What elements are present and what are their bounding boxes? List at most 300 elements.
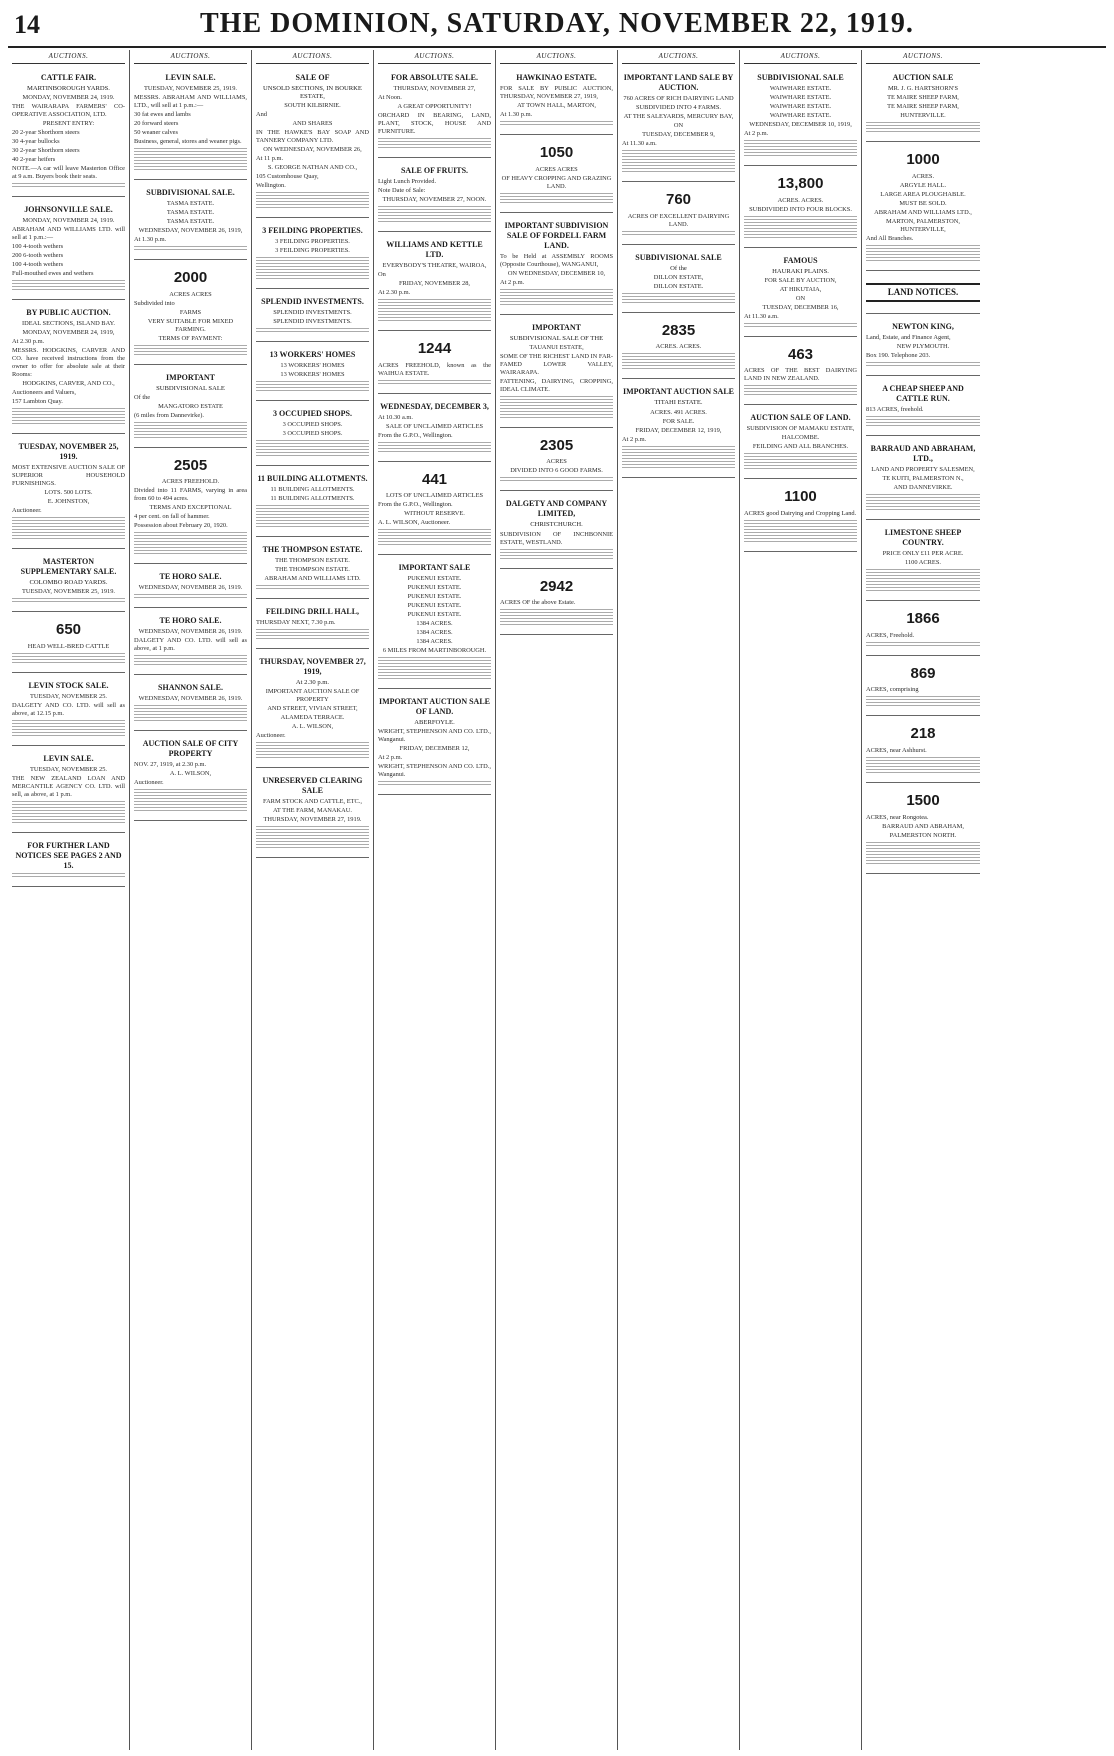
ad-line: 760 ACRES OF RICH DAIRYING LAND [623, 94, 734, 102]
fine-print-texture [134, 594, 247, 600]
fine-print-texture [744, 385, 857, 397]
ad-title: AUCTION SALE OF LAND. [750, 413, 851, 423]
ad-line: AT THE FARM, MANAKAU. [272, 807, 352, 815]
fine-print-texture [866, 122, 980, 134]
ad-headline-figure: 1100 [784, 488, 817, 506]
ad-title: SHANNON SALE. [158, 683, 223, 693]
ad-title: FAMOUS [783, 255, 818, 265]
ad-line: 100 4-tooth wethers [12, 242, 64, 250]
ad-line: AND DANNEVIRKE. [893, 483, 953, 491]
ad-line: HALCOMBE. [781, 434, 820, 442]
ad-line: At 2 p.m. [378, 754, 403, 762]
fine-print-texture [256, 505, 369, 529]
fine-print-texture [256, 629, 369, 641]
ad-line: HEAD WELL-BRED CATTLE [27, 642, 110, 650]
advertisement [378, 558, 491, 689]
ad-line: 105 Customhouse Quay, [256, 173, 319, 181]
ad-line: SUBDIVIDED INTO FOUR BLOCKS. [749, 205, 852, 213]
newspaper-title: THE DOMINION, SATURDAY, NOVEMBER 22, 1919. [200, 8, 914, 39]
advertisement [256, 540, 369, 599]
ad-line: DALGETY AND CO. LTD. will sell as above, at 1 p.m. [134, 637, 247, 653]
ad-line: TAUANUI ESTATE, [529, 343, 584, 351]
ad-line: FARM STOCK AND CATTLE, ETC., [262, 798, 362, 806]
fine-print-texture [256, 257, 369, 281]
fine-print-texture [134, 345, 247, 357]
ad-headline-figure: 2835 [661, 321, 696, 339]
ad-line: WEDNESDAY, NOVEMBER 26, 1919, [138, 226, 243, 234]
ad-title: 11 BUILDING ALLOTMENTS. [257, 474, 368, 484]
ad-subtitle: Of the [670, 264, 687, 272]
ad-line: 3 FEILDING PROPERTIES. [275, 238, 350, 246]
ad-line: ALAMEDA TERRACE. [280, 714, 345, 722]
ad-line: At 11.30 a.m. [622, 139, 657, 147]
ad-headline-figure: 1050 [539, 143, 574, 161]
ad-line: THE NEW ZEALAND LOAN AND MERCANTILE AGENCY CO. LTD. will sell, as above, at 1 p.m. [12, 774, 125, 798]
ad-line: 30 4-year bullocks [12, 137, 60, 145]
ad-title: IMPORTANT AUCTION SALE [623, 387, 734, 397]
advertisement [378, 334, 491, 394]
ad-line: Possession about February 20, 1920. [134, 522, 228, 530]
ad-line: PRESENT ENTRY: [42, 119, 95, 127]
advertisement [134, 734, 247, 821]
column-header: AUCTIONS. [622, 52, 735, 64]
column-4 [374, 50, 496, 1750]
ad-line: Note Date of Sale: [378, 186, 426, 194]
fine-print-texture [744, 140, 857, 158]
ad-line: MUST BE SOLD. [899, 199, 947, 207]
advertisement [134, 611, 247, 675]
ad-line: 40 2-year heifers [12, 155, 56, 163]
ad-line: NEW PLYMOUTH. [896, 342, 950, 350]
ad-line: TE MAIRE SHEEP FARM, [887, 102, 959, 110]
fine-print-texture [378, 442, 491, 454]
advertisement [866, 659, 980, 717]
ad-line: WRIGHT, STEPHENSON AND CO. LTD., Wanganui. [378, 763, 491, 779]
ad-line: MR. J. G. HARTSHORN'S [887, 84, 958, 92]
advertisement [866, 274, 980, 314]
ad-line: ACRES. ACRES. [777, 196, 824, 204]
ad-line: THURSDAY, NOVEMBER 27, NOON. [382, 195, 487, 203]
advertisement [256, 602, 369, 649]
ad-line: At Noon. [378, 93, 402, 101]
ad-line: FOR SALE BY PUBLIC AUCTION, THURSDAY, NOVEMBER 27, 1919, [500, 84, 613, 100]
advertisement [378, 68, 491, 158]
ad-line: LARGE AREA PLOUGHABLE. [880, 190, 966, 198]
ad-title: AUCTION SALE [892, 72, 954, 82]
ad-line: From the G.P.O., Wellington. [378, 431, 453, 439]
advertisement [256, 771, 369, 858]
column-6 [618, 50, 740, 1750]
ad-line: LOTS OF UNCLAIMED ARTICLES [385, 492, 484, 500]
ad-line: MANGATORO ESTATE [158, 402, 223, 410]
ad-subtitle: ABERFOYLE. [414, 719, 455, 727]
ad-line: Auctioneer. [134, 779, 164, 787]
ad-line: At 11 p.m. [256, 155, 284, 163]
ad-line: WAIWHARE ESTATE. [769, 84, 832, 92]
ad-line: WAIWHARE ESTATE. [769, 111, 832, 119]
ad-title: 3 FEILDING PROPERTIES. [262, 226, 363, 236]
ad-line: FOR SALE BY AUCTION, [764, 276, 837, 284]
ad-line: BARRAUD AND ABRAHAM, [882, 822, 964, 830]
advertisement [256, 68, 369, 218]
ad-title: BY PUBLIC AUCTION. [26, 307, 111, 317]
fine-print-texture [256, 328, 369, 334]
advertisement [378, 161, 491, 232]
ad-headline-figure: 2942 [539, 577, 574, 595]
ad-line: 20 2-year Shorthorn steers [12, 128, 80, 136]
fine-print-texture [500, 193, 613, 205]
advertisement [622, 185, 735, 245]
ad-line: FATTENING, DAIRYING, CROPPING, IDEAL CLIMATE. [500, 377, 613, 393]
column-header: AUCTIONS. [12, 52, 125, 64]
ad-line: SUBDIVIDED INTO 4 FARMS. [636, 103, 721, 111]
ad-line: TERMS AND EXCEPTIONAL [149, 504, 232, 512]
masthead [0, 0, 1114, 46]
ad-headline-figure: 1866 [906, 609, 940, 627]
advertisement [378, 397, 491, 462]
ad-title: WILLIAMS AND KETTLE LTD. [386, 239, 483, 259]
ad-line: WITHOUT RESERVE. [404, 510, 465, 518]
ad-line: Of the [134, 393, 151, 401]
advertisement [744, 251, 857, 337]
ad-line: PRICE ONLY £11 PER ACRE. [882, 549, 964, 557]
column-3 [252, 50, 374, 1750]
advertisement [12, 303, 125, 434]
ad-title: LEVIN SALE. [43, 753, 94, 763]
advertisement [744, 169, 857, 248]
ad-title: FOR FURTHER LAND NOTICES SEE PAGES 2 AND 15. [15, 840, 122, 870]
ad-line: THURSDAY, NOVEMBER 27, 1919. [263, 816, 362, 824]
fine-print-texture [622, 293, 735, 305]
ad-title: SALE OF FRUITS. [400, 165, 469, 175]
ad-title: IMPORTANT [532, 322, 581, 332]
ad-line: SUBDIVISION OF MAMAKU ESTATE, [746, 425, 855, 433]
advertisement [256, 345, 369, 401]
advertisement [500, 216, 613, 315]
ad-line: DILLON ESTATE. [653, 282, 704, 290]
fine-print-texture [744, 323, 857, 329]
ad-line: (6 miles from Dannevirke). [134, 411, 204, 419]
ad-line: ACRES ACRES [535, 165, 578, 173]
ad-line: TERMS OF PAYMENT: [158, 334, 223, 342]
ad-line: Light Lunch Provided. [378, 177, 437, 185]
ad-title: TE HORO SALE. [159, 572, 222, 582]
ad-title: SPLENDID INVESTMENTS. [261, 297, 364, 307]
ad-title: HAWKINAO ESTATE. [516, 72, 597, 82]
ad-line: Full-mouthed ewes and wethers [12, 269, 94, 277]
masthead-rule [8, 46, 1106, 48]
advertisement [500, 318, 613, 428]
ad-headline-figure: 760 [665, 190, 692, 208]
advertisement [866, 145, 980, 271]
ad-line: Land, Estate, and Finance Agent, [866, 333, 951, 341]
ad-line: And All Branches. [866, 234, 914, 242]
fine-print-texture [378, 781, 491, 787]
advertisement [134, 451, 247, 565]
column-1 [8, 50, 130, 1750]
ad-line: Auctioneers and Valuers, [12, 388, 76, 396]
column-7 [740, 50, 862, 1750]
ad-title: SUBDIVISIONAL SALE [635, 252, 722, 262]
ad-line: WEDNESDAY, NOVEMBER 26, 1919. [138, 584, 243, 592]
ad-line: PUKENUI ESTATE. [407, 593, 462, 601]
column-header: AUCTIONS. [134, 52, 247, 64]
advertisement [744, 340, 857, 406]
ad-line: AT HIKUTAIA, [779, 285, 822, 293]
ad-line: E. JOHNSTON, [47, 497, 90, 505]
ad-line: Auctioneer. [12, 506, 42, 514]
ad-line: ABRAHAM AND WILLIAMS LTD. will sell at 1 p.m.:— [12, 225, 125, 241]
ad-title: IMPORTANT LAND SALE BY AUCTION. [623, 72, 734, 92]
advertisement [378, 465, 491, 556]
columns-container [8, 50, 1106, 1750]
ad-line: VERY SUITABLE FOR MIXED FARMING. [147, 317, 234, 333]
ad-line: TE KUITI, PALMERSTON N., [882, 474, 964, 482]
ad-line: 100 4-tooth wethers [12, 260, 64, 268]
advertisement [866, 317, 980, 376]
ad-line: AND SHARES [292, 120, 333, 128]
fine-print-texture [12, 183, 125, 189]
ad-line: IDEAL SECTIONS, ISLAND BAY. [22, 319, 115, 327]
ad-line: FRIDAY, NOVEMBER 28, [398, 279, 471, 287]
ad-title: THE THOMPSON ESTATE. [262, 545, 363, 555]
ad-title: LEVIN STOCK SALE. [28, 680, 109, 690]
fine-print-texture [134, 705, 247, 723]
ad-line: MONDAY, NOVEMBER 24, 1919, [22, 328, 115, 336]
ad-headline-figure: 441 [421, 470, 448, 488]
ad-line: 30 fat ewes and lambs [134, 110, 191, 118]
advertisement [12, 615, 125, 673]
fine-print-texture [866, 245, 980, 263]
ad-title: AUCTION SALE OF CITY PROPERTY [142, 739, 239, 759]
ad-line: HUNTERVILLE. [900, 111, 946, 119]
advertisement [12, 552, 125, 612]
ad-line: IMPORTANT AUCTION SALE OF PROPERTY [265, 688, 360, 704]
fine-print-texture [866, 362, 980, 368]
ad-line: On [378, 270, 386, 278]
advertisement [134, 368, 247, 448]
column-5 [496, 50, 618, 1750]
ad-line: 11 BUILDING ALLOTMENTS. [270, 495, 355, 503]
ad-line: PALMERSTON NORTH. [889, 831, 957, 839]
fine-print-texture [378, 380, 491, 386]
advertisement [500, 68, 613, 135]
fine-print-texture [378, 299, 491, 323]
ad-title: BARRAUD AND ABRAHAM, LTD., [870, 443, 976, 463]
advertisement [866, 68, 980, 142]
fine-print-texture [500, 396, 613, 420]
ad-headline-figure: 1000 [906, 150, 940, 168]
ad-title: TUESDAY, NOVEMBER 25, 1919. [18, 441, 119, 461]
ad-headline-figure: 13,800 [777, 174, 824, 192]
ad-line: ACRES OF EXCELLENT DAIRYING LAND. [627, 212, 730, 228]
column-header: AUCTIONS. [500, 52, 613, 64]
ad-line: PUKENUI ESTATE. [407, 602, 462, 610]
fine-print-texture [744, 520, 857, 544]
ad-line: 200 6-tooth wethers [12, 251, 64, 259]
column-header: AUCTIONS. [378, 52, 491, 64]
ad-headline-figure: 2505 [173, 456, 208, 474]
ad-line: TUESDAY, NOVEMBER 25, 1919. [21, 588, 116, 596]
ad-line: ACRES, comprising [866, 686, 919, 694]
fine-print-texture [134, 246, 247, 252]
ad-line: MOST EXTENSIVE AUCTION SALE OF SUPERIOR HOUSEHOLD FURNISHINGS. [12, 463, 125, 487]
ad-line: MESSRS. ABRAHAM AND WILLIAMS, LTD., will sell at 1 p.m.:— [134, 93, 247, 109]
ad-title: FOR ABSOLUTE SALE. [391, 72, 478, 82]
column-8 [862, 50, 984, 1750]
ad-line: 13 WORKERS' HOMES [280, 362, 345, 370]
ad-title: SALE OF [295, 72, 330, 82]
advertisement [866, 523, 980, 601]
fine-print-texture [12, 801, 125, 825]
advertisement [12, 836, 125, 887]
ad-line: At 10.30 a.m. [378, 413, 413, 421]
ad-line: THURSDAY, NOVEMBER 27, [393, 84, 476, 92]
advertisement [500, 494, 613, 568]
ad-line: A. L. WILSON, [291, 723, 334, 731]
fine-print-texture [134, 655, 247, 667]
ad-line: ON WEDNESDAY, NOVEMBER 26, [263, 146, 362, 154]
ad-line: DALGETY AND CO. LTD. will sell as above, at 12.15 p.m. [12, 701, 125, 717]
ad-headline-figure: 218 [910, 725, 936, 743]
ad-subtitle: MARTINBOROUGH YARDS. [27, 84, 110, 92]
section-heading: LAND NOTICES. [866, 283, 980, 302]
ad-title: FEILDING DRILL HALL, [265, 607, 360, 617]
ad-line: OF HEAVY CROPPING AND GRAZING LAND. [501, 174, 612, 190]
ad-line: IN THE HAWKE'S BAY SOAP AND TANNERY COMPANY LTD. [256, 129, 369, 145]
advertisement [500, 431, 613, 492]
ad-title: SUBDIVISIONAL SALE. [146, 187, 235, 197]
ad-line: 157 Lambton Quay. [12, 397, 63, 405]
ad-title: IMPORTANT AUCTION SALE OF LAND. [379, 697, 490, 717]
ad-title: UNRESERVED CLEARING SALE [262, 776, 363, 796]
ad-line: ACRES [546, 458, 567, 466]
ad-headline-figure: 2305 [539, 436, 574, 454]
advertisement [256, 292, 369, 342]
ad-line: WEDNESDAY, NOVEMBER 26, 1919. [138, 628, 243, 636]
ad-subtitle: HAURAKI PLAINS. [772, 267, 829, 275]
fine-print-texture [866, 642, 980, 648]
advertisement [256, 652, 369, 768]
fine-print-texture [134, 532, 247, 556]
ad-line: ON WEDNESDAY, DECEMBER 10, [507, 269, 606, 277]
ad-line: EVERYBODY'S THEATRE, WAIROA, [382, 261, 487, 269]
fine-print-texture [866, 416, 980, 428]
fine-print-texture [500, 609, 613, 627]
ad-line: ABRAHAM AND WILLIAMS LTD. [264, 575, 361, 583]
ad-line: 3 OCCUPIED SHOPS. [282, 430, 343, 438]
ad-line: PUKENUI ESTATE. [407, 584, 462, 592]
advertisement [12, 68, 125, 197]
ad-line: ACRES, near Rongotea. [866, 813, 929, 821]
ad-title: A CHEAP SHEEP AND CATTLE RUN. [882, 383, 964, 403]
advertisement [134, 68, 247, 180]
fine-print-texture [622, 150, 735, 174]
ad-line: At 2.30 p.m. [12, 337, 45, 345]
ad-line: DILLON ESTATE, [653, 273, 704, 281]
ad-line: TASMA ESTATE. [166, 208, 215, 216]
advertisement [622, 382, 735, 477]
fine-print-texture [134, 422, 247, 440]
ad-line: ACRES. [911, 172, 935, 180]
ad-line: ACRES. 491 ACRES. [650, 408, 707, 416]
ad-line: ABRAHAM AND WILLIAMS LTD., [874, 208, 972, 216]
ad-line: ACRES, Freehold. [866, 631, 915, 639]
ad-line: 3 OCCUPIED SHOPS. [282, 421, 343, 429]
ad-line: 3 FEILDING PROPERTIES. [275, 247, 350, 255]
ad-line: TUESDAY, NOVEMBER 25. [29, 765, 108, 773]
advertisement [12, 676, 125, 746]
advertisement [256, 469, 369, 537]
ad-line: WRIGHT, STEPHENSON AND CO. LTD., Wanganui. [378, 728, 491, 744]
ad-line: 813 ACRES, freehold. [866, 405, 924, 413]
advertisement [866, 379, 980, 436]
column-2 [130, 50, 252, 1750]
ad-subtitle: CHRISTCHURCH. [530, 521, 583, 529]
ad-title: JOHNSONVILLE SALE. [24, 204, 113, 214]
ad-title: NEWTON KING, [892, 321, 954, 331]
advertisement [866, 604, 980, 656]
ad-line: MESSRS. HODGKINS, CARVER AND CO. have received instructions from the owner to offer for absolute sale at their Rooms: [12, 346, 125, 378]
fine-print-texture [12, 653, 125, 665]
advertisement [256, 404, 369, 466]
ad-subtitle: TITAHI ESTATE. [654, 399, 703, 407]
ad-line: Divided into 11 FARMS, varying in area from 60 to 494 acres. [134, 487, 247, 503]
ad-line: At 2 p.m. [744, 129, 769, 137]
ad-line: NOTE.—A car will leave Masterton Office at 9 a.m. Buyers book their seats. [12, 164, 125, 180]
fine-print-texture [378, 138, 491, 150]
ad-line: ACRES. ACRES. [655, 343, 702, 351]
advertisement [622, 68, 735, 182]
ad-line: SOME OF THE RICHEST LAND IN FAR-FAMED LOWER VALLEY, WAIRARAPA. [500, 352, 613, 376]
fine-print-texture [134, 789, 247, 813]
ad-line: ORCHARD IN BEARING, LAND, PLANT, STOCK, HOUSE AND FURNITURE. [378, 111, 491, 135]
fine-print-texture [622, 446, 735, 470]
ad-line: A GREAT OPPORTUNITY! [397, 102, 472, 110]
column-header: AUCTIONS. [866, 52, 980, 64]
ad-line: A. L. WILSON, Auctioneer. [378, 519, 451, 527]
fine-print-texture [622, 231, 735, 237]
column-header: AUCTIONS. [744, 52, 857, 64]
ad-line: At 1.30 p.m. [500, 110, 533, 118]
ad-line: ACRES good Dairying and Cropping Land. [744, 510, 857, 518]
ad-line: ON [673, 121, 684, 129]
advertisement [378, 692, 491, 795]
advertisement [622, 248, 735, 313]
ad-line: THURSDAY NEXT, 7.30 p.m. [256, 619, 336, 627]
ad-line: And [256, 111, 268, 119]
ad-headline-figure: 869 [910, 664, 936, 682]
fine-print-texture [256, 742, 369, 760]
ad-subtitle: UNSOLD SECTIONS, IN BOURKE ESTATE, [263, 84, 362, 100]
ad-line: TUESDAY, DECEMBER 16, [762, 303, 839, 311]
ad-title: TE HORO SALE. [159, 616, 222, 626]
ad-title: MASTERTON SUPPLEMENTARY SALE. [20, 556, 117, 576]
fine-print-texture [256, 826, 369, 850]
advertisement [134, 263, 247, 365]
ad-subtitle: At 2.30 p.m. [295, 679, 330, 687]
ad-line: AT TOWN HALL, MARTON, [517, 101, 596, 109]
ad-line: TUESDAY, NOVEMBER 25. [29, 692, 108, 700]
ad-subtitle: SUBDIVISIONAL SALE [156, 384, 225, 392]
ad-title: DALGETY AND COMPANY LIMITED, [505, 499, 608, 519]
ad-line: THE THOMPSON ESTATE. [275, 557, 350, 565]
ad-headline-figure: 463 [787, 345, 814, 363]
fine-print-texture [866, 757, 980, 775]
ad-title: IMPORTANT [166, 372, 215, 382]
ad-line: WAIWHARE ESTATE. [769, 93, 832, 101]
fine-print-texture [500, 121, 613, 127]
